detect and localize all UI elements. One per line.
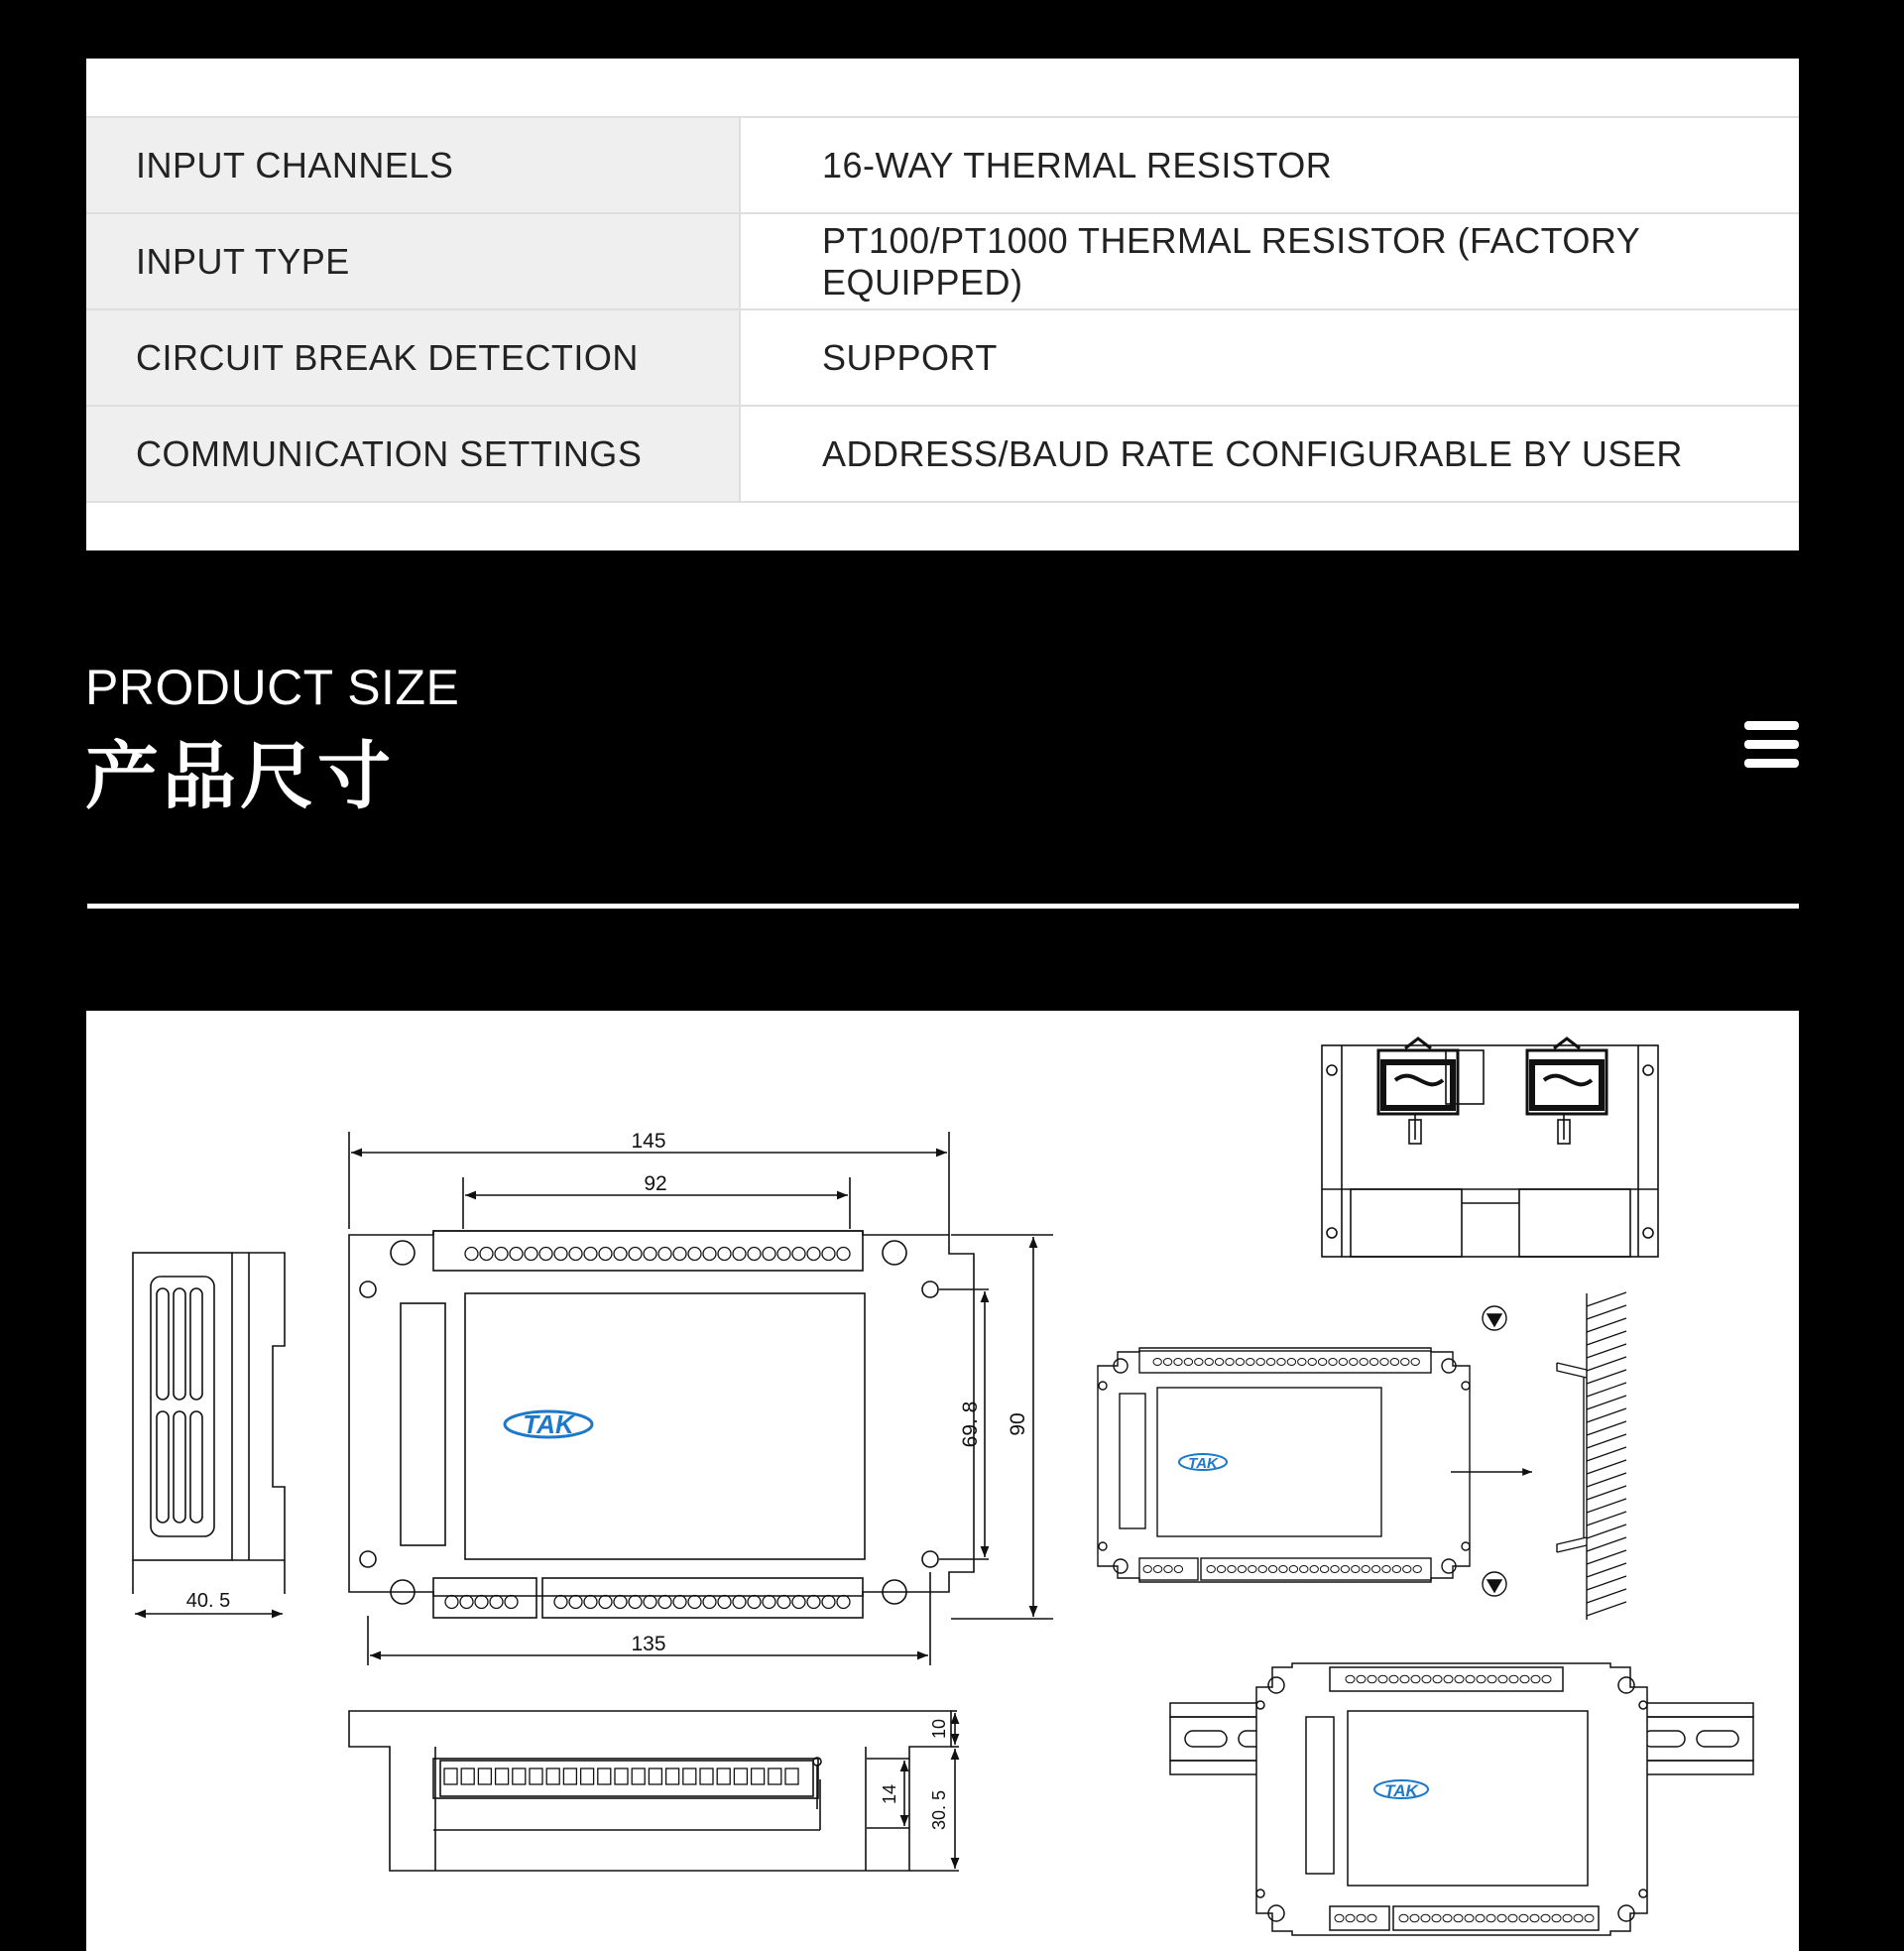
table-row	[86, 213, 1799, 309]
svg-text:TAK: TAK	[1188, 1455, 1218, 1472]
front-view	[349, 1132, 1053, 1665]
din-rail-view	[1170, 1663, 1753, 1935]
spec-value: ADDRESS/BAUD RATE CONFIGURABLE BY USER	[740, 406, 1799, 502]
install-view	[1098, 1293, 1587, 1620]
spec-key: INPUT TYPE	[86, 213, 740, 309]
spec-value: 16-WAY THERMAL RESISTOR	[740, 117, 1799, 213]
dim-side-top: 10	[929, 1718, 949, 1740]
svg-text:TAK: TAK	[523, 1409, 574, 1439]
section-divider	[87, 904, 1799, 909]
dim-width-mount: 135	[631, 1633, 666, 1655]
dim-height-outer: 90	[1007, 1412, 1029, 1436]
dim-depth: 40. 5	[185, 1590, 231, 1612]
terminal-row-bottom-a	[445, 1596, 518, 1609]
spec-value: SUPPORT	[740, 309, 1799, 406]
terminal-row-bottom-b	[554, 1596, 850, 1609]
spec-key: INPUT CHANNELS	[86, 117, 740, 213]
svg-text:TAK: TAK	[1384, 1781, 1418, 1800]
pin-row	[444, 1768, 798, 1784]
table-row	[86, 117, 1799, 213]
tak-logo	[505, 1409, 592, 1439]
section-title-en: PRODUCT SIZE	[85, 660, 460, 715]
section-title-cn: 产品尺寸	[85, 735, 395, 817]
dim-width-terminal: 92	[644, 1172, 667, 1195]
hamburger-menu-icon[interactable]	[1744, 721, 1799, 769]
bottom-view	[349, 1711, 959, 1871]
dim-width-outer: 145	[631, 1130, 666, 1153]
dim-height-mount: 69. 8	[959, 1401, 982, 1448]
terminal-row-install	[1143, 1359, 1421, 1573]
dim-side-total: 30. 5	[929, 1789, 949, 1831]
side-view	[133, 1253, 285, 1614]
spec-card	[86, 59, 1799, 550]
spec-value: PT100/PT1000 THERMAL RESISTOR (FACTORY EQUIPPED)	[740, 213, 1799, 309]
rail-clip-right	[1527, 1038, 1606, 1114]
terminal-row-top	[465, 1248, 850, 1261]
table-row	[86, 406, 1799, 502]
spec-table	[86, 116, 1799, 503]
table-row	[86, 309, 1799, 406]
dimension-drawing	[86, 1011, 1799, 1951]
tak-logo-small	[1179, 1454, 1227, 1472]
drawing-svg	[86, 1011, 1799, 1951]
wall-hatch	[1587, 1292, 1626, 1616]
spec-key: CIRCUIT BREAK DETECTION	[86, 309, 740, 406]
spec-key: COMMUNICATION SETTINGS	[86, 406, 740, 502]
dim-side-terminal: 14	[880, 1783, 899, 1805]
